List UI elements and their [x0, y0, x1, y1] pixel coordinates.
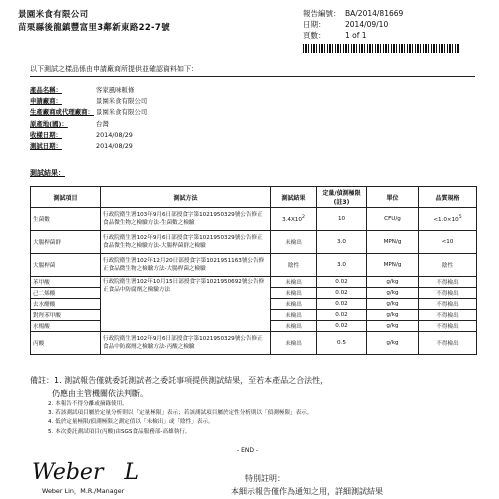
cell-result: 未檢出: [271, 332, 317, 355]
info-value: 台灣: [96, 119, 109, 128]
results-table: [30, 186, 477, 355]
info-row: [30, 85, 147, 96]
report-number: [303, 8, 403, 19]
cell-result: 未檢出: [271, 310, 317, 321]
info-row: [30, 130, 147, 141]
note-5: 5. 本次委託測試項目(丙酸)由SGS食品服務部-高雄執行。: [48, 428, 191, 435]
cell-result: 未檢出: [271, 321, 317, 332]
info-label: 原產地(國)：: [30, 119, 68, 128]
signature-name: Weber Lin，M.R./Manager: [42, 487, 125, 495]
cell-method: 行政院衛生署102年12月20日部授食字第1021951163號公告修正食品微生物之檢驗方法-大腸桿菌之檢驗: [101, 254, 271, 277]
cell-result: 未檢出: [271, 277, 317, 288]
report-date-value: 2014/09/10: [345, 20, 389, 29]
cell-result: 未檢出: [271, 288, 317, 299]
cell-spec: 不得檢出: [419, 288, 477, 299]
info-value: 景園米食有限公司: [96, 108, 148, 117]
info-row: [30, 141, 147, 152]
cell-limit: 0.02: [317, 310, 367, 321]
cell-spec: <10: [419, 231, 477, 254]
cell-item: 對羥苯甲酸: [31, 310, 101, 321]
table-header-row: [31, 187, 477, 208]
cell-limit: 0.02: [317, 321, 367, 332]
cell-method: 行政院衛生署102年9月6日部授食字第1021950329號公告修正食品微生物之檢驗方法-大腸桿菌群之檢驗: [101, 231, 271, 254]
cell-item: 丙酸: [31, 332, 101, 355]
cell-unit: MPN/g: [367, 254, 419, 277]
col-header: 測試方法: [101, 187, 271, 208]
barcode: [303, 44, 459, 53]
end-marker: - END -: [237, 447, 259, 454]
info-value: 2014/08/29: [96, 142, 133, 151]
cell-unit: g/kg: [367, 288, 419, 299]
cell-spec: 不得檢出: [419, 332, 477, 355]
cell-limit: 3.0: [317, 254, 367, 277]
cell-spec: 不得檢出: [419, 277, 477, 288]
cell-item: 己二烯酸: [31, 288, 101, 299]
report-pages-value: 1 of 1: [345, 31, 367, 40]
report-date-label: 日期：: [303, 20, 326, 29]
report-number-value: BA/2014/81669: [345, 9, 404, 18]
table-row: [31, 332, 477, 355]
cell-item: 水楊酸: [31, 321, 101, 332]
cell-unit: MPN/g: [367, 231, 419, 254]
cell-limit: 0.02: [317, 277, 367, 288]
cell-limit: 10: [317, 208, 367, 231]
col-header: 測試結果: [271, 187, 317, 208]
cell-unit: CFU/g: [367, 208, 419, 231]
cell-item: 苯甲酸: [31, 277, 101, 288]
info-row: [30, 119, 147, 130]
cell-result: 未檢出: [271, 299, 317, 310]
footer-text: 本細示報告僅作為通知之用，詳細測試結果: [231, 487, 383, 496]
cell-unit: g/kg: [367, 332, 419, 355]
cell-method: 行政院衛生署102年10月15日部授食字第1021950692號公告修正食品中防腐劑之檢驗方法: [101, 277, 271, 332]
info-label: 產品名稱：: [30, 86, 62, 94]
cell-unit: g/kg: [367, 321, 419, 332]
table-row: [31, 277, 477, 288]
cell-unit: g/kg: [367, 310, 419, 321]
cell-spec: 陰性: [419, 254, 477, 277]
info-value: 2014/08/29: [96, 130, 133, 139]
report-date: [303, 19, 388, 30]
cell-item: 生菌數: [31, 208, 101, 231]
cell-spec: $<1.0\times 10^5$: [419, 208, 477, 231]
table-row: [31, 254, 477, 277]
note-4: 4. 低於定量極限/偵測極限之測定值以「未檢出」或「陰性」表示。: [48, 419, 214, 426]
report-pages-label: 頁數：: [303, 31, 326, 40]
cell-limit: 0.02: [317, 299, 367, 310]
cell-item: 去水醋酸: [31, 299, 101, 310]
cell-result: $3.4X10^2$: [271, 208, 317, 231]
sample-info: [30, 85, 147, 152]
cell-method: 行政院衛生署103年9月6日部授食字第1021950329號公告修正食品微生物之檢驗方法-生菌數之檢驗: [101, 208, 271, 231]
note-1b: 仍應由主管機關依法判斷。: [52, 389, 148, 398]
notes: [30, 374, 480, 437]
cell-spec: 不得檢出: [419, 310, 477, 321]
info-row: [30, 96, 147, 107]
col-header: 測試項目: [31, 187, 101, 208]
col-header: 單位: [367, 187, 419, 208]
info-row: [30, 107, 147, 118]
cell-result: 陰性: [271, 254, 317, 277]
info-value: 景園米食有限公司: [96, 97, 148, 106]
note-2: 2. 本報告不得分離或摘錄使用。: [48, 401, 128, 407]
divider: [30, 76, 475, 77]
cell-limit: 0.02: [317, 288, 367, 299]
info-value: 客家風味粄條: [96, 86, 135, 94]
company-address: 苗栗縣後龍鎮豐富里3鄰新東路22-7號: [18, 23, 170, 33]
cell-unit: g/kg: [367, 299, 419, 310]
signature-image: Weber L: [32, 460, 140, 485]
info-label: 申請廠商：: [30, 97, 62, 106]
cell-result: 未檢出: [271, 231, 317, 254]
cell-item: 大腸桿菌: [31, 254, 101, 277]
cell-unit: g/kg: [367, 277, 419, 288]
cell-spec: 不得檢出: [419, 299, 477, 310]
note-1a: 備註：1. 測試報告僅就委託測試者之委託事項提供測試結果，至若本產品之合法性，: [30, 376, 329, 385]
results-title: 測試結果：: [30, 169, 65, 177]
cell-item: 大腸桿菌群: [31, 231, 101, 254]
col-header: 定量/偵測極限(註3): [317, 187, 367, 208]
intro-text: 以下測試之樣品係由申請廠商所提供並確認資料如下：: [30, 65, 198, 73]
report-number-label: 報告編號：: [303, 9, 341, 18]
info-label: 生產廠商或代理廠商：: [30, 108, 94, 117]
cell-spec: 不得檢出: [419, 321, 477, 332]
cell-method: 行政院衛生署102年9月6日部授食字第1021950329號公告修正食品中防腐劑之檢驗方法-丙酸之檢驗: [101, 332, 271, 355]
report-pages: [303, 30, 367, 41]
note-3: 3. 若該測試項目屬於定量分析則以「定量極限」表示；若該測試項目屬於定性分析則以「偵測極限」表示。: [48, 410, 313, 417]
cell-limit: 0.5: [317, 332, 367, 355]
table-row: [31, 208, 477, 231]
table-row: [31, 231, 477, 254]
info-label: 測試日期：: [30, 142, 62, 151]
cell-limit: 3.0: [317, 231, 367, 254]
info-label: 收樣日期：: [30, 130, 62, 139]
company-name: 景園米食有限公司: [18, 10, 89, 20]
footer-title: 特別註明：: [245, 474, 285, 483]
col-header: 品質規格: [419, 187, 477, 208]
